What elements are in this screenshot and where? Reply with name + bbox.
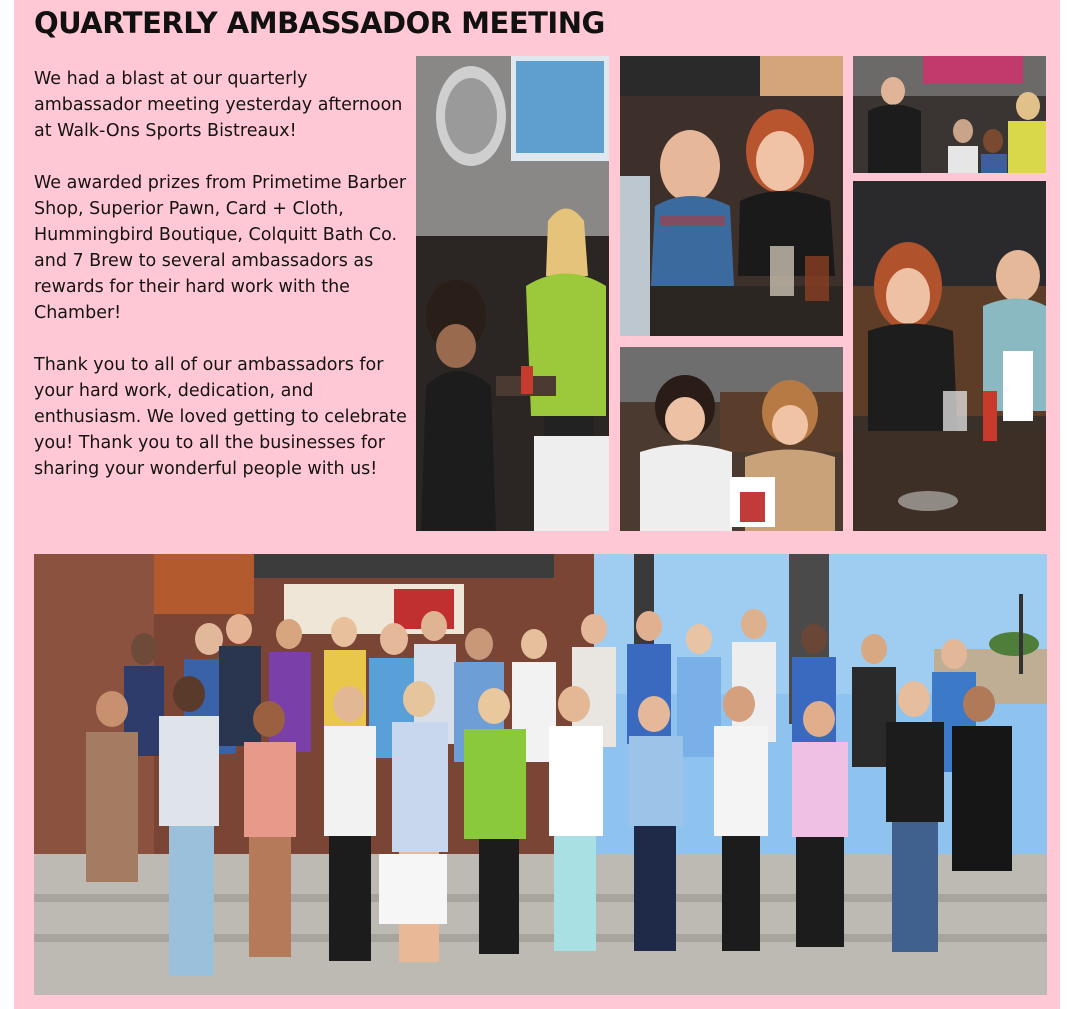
paragraph-intro: We had a blast at our quarterly ambassador meeting yesterday afternoon at Walk-Ons Sports Bistreaux!: [34, 69, 403, 141]
paragraph-prizes: We awarded prizes from Primetime Barber Shop, Superior Pawn, Card + Cloth, Hummingbird Boutique, Colquitt Bath Co. and 7 Brew to several ambassadors as rewards for their hard work with the Chamber!: [34, 173, 407, 323]
page-title: QUARTERLY AMBASSADOR MEETING: [34, 6, 605, 40]
paragraph-thanks: Thank you to all of our ambassadors for your hard work, dedication, and enthusiasm. We loved getting to celebrate you! Thank you to all the businesses for sharing your wonderful people with us!: [34, 355, 407, 479]
article-body: [34, 66, 412, 508]
photo-speaker-with-microphone: [416, 56, 609, 531]
photo-conversation-at-table: [853, 181, 1046, 531]
newsletter-page: [14, 0, 1060, 1009]
photo-laughing-guests: [620, 56, 843, 336]
photo-group-ambassadors: [34, 554, 1047, 995]
photo-laughing-women: [620, 347, 843, 531]
photo-speaker-room-view: [853, 56, 1046, 173]
